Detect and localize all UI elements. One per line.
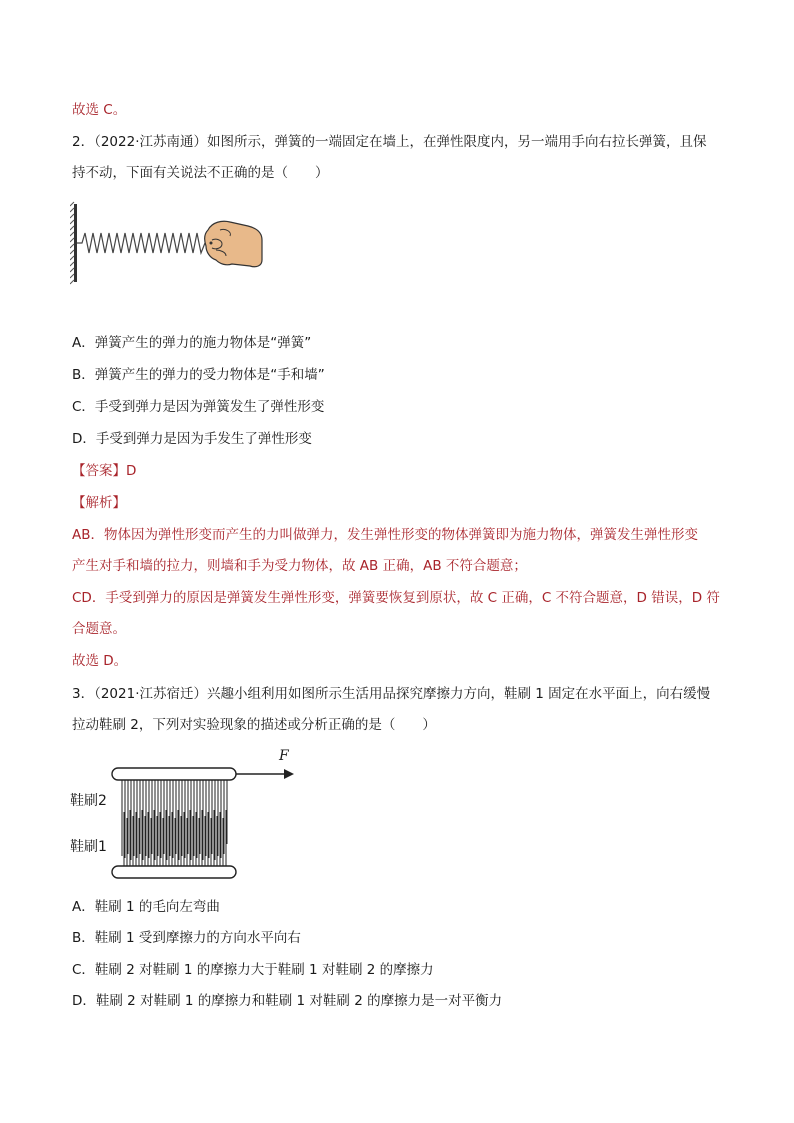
q2-stem-line1: 2．（2022·江苏南通）如图所示，弹簧的一端固定在墙上，在弹性限度内，另一端用手向右拉长弹簧，且保 xyxy=(72,134,707,150)
q3-stem-line1: 3．（2021·江苏宿迁）兴趣小组利用如图所示生活用品探究摩擦力方向，鞋刷 1 固定在水平面上，向右缓慢 xyxy=(72,686,711,702)
answer-tag: 【答案】 xyxy=(72,463,126,479)
arrow-head-icon xyxy=(284,769,294,779)
q2-stem-line2: 持不动，下面有关说法不正确的是（ ） xyxy=(72,165,329,181)
brush1-board xyxy=(112,866,236,878)
brush1-label: 鞋刷1 xyxy=(70,839,107,855)
hand-icon xyxy=(205,221,262,266)
q3-option-d: D．鞋刷 2 对鞋刷 1 的摩擦力和鞋刷 1 对鞋刷 2 的摩擦力是一对平衡力 xyxy=(72,993,503,1009)
q2-option-c: C．手受到弹力是因为弹簧发生了弹性形变 xyxy=(72,399,325,415)
q2-analysis-1a: AB．物体因为弹性形变而产生的力叫做弹力，发生弹性形变的物体弹簧即为施力物体，弹簧发生弹性形变 xyxy=(72,527,698,543)
prev-conclusion: 故选 C。 xyxy=(72,102,127,118)
q2-option-a: A．弹簧产生的弹力的施力物体是“弹簧” xyxy=(72,335,312,351)
answer-value: D xyxy=(126,463,137,479)
q3-option-c: C．鞋刷 2 对鞋刷 1 的摩擦力大于鞋刷 1 对鞋刷 2 的摩擦力 xyxy=(72,962,434,978)
brush2-board xyxy=(112,768,236,780)
q2-answer xyxy=(72,461,136,481)
bristles xyxy=(122,780,227,866)
q2-analysis-2b: 合题意。 xyxy=(72,621,126,637)
q2-option-d: D．手受到弹力是因为手发生了弹性形变 xyxy=(72,431,312,447)
brush2-label: 鞋刷2 xyxy=(70,793,107,809)
spring-hand-figure xyxy=(70,200,265,286)
q3-option-b: B．鞋刷 1 受到摩擦力的方向水平向右 xyxy=(72,930,301,946)
q3-option-a: A．鞋刷 1 的毛向左弯曲 xyxy=(72,899,220,915)
q2-analysis-1b: 产生对手和墙的拉力，则墙和手为受力物体，故 AB 正确，AB 不符合题意； xyxy=(72,558,527,574)
q2-analysis-2a: CD．手受到弹力的原因是弹簧发生弹性形变，弹簧要恢复到原状，故 C 正确，C 不符合题意，D 错误，D 符 xyxy=(72,590,720,606)
force-label: F xyxy=(279,748,289,764)
wall-icon xyxy=(74,204,77,282)
q3-stem-line2: 拉动鞋刷 2，下列对实验现象的描述或分析正确的是（ ） xyxy=(72,717,436,733)
q2-conclusion: 故选 D。 xyxy=(72,653,128,669)
q2-analysis-tag: 【解析】 xyxy=(72,495,126,511)
spring-icon xyxy=(77,233,210,253)
shoe-brush-figure xyxy=(68,748,308,884)
q2-option-b: B．弹簧产生的弹力的受力物体是“手和墙” xyxy=(72,367,325,383)
